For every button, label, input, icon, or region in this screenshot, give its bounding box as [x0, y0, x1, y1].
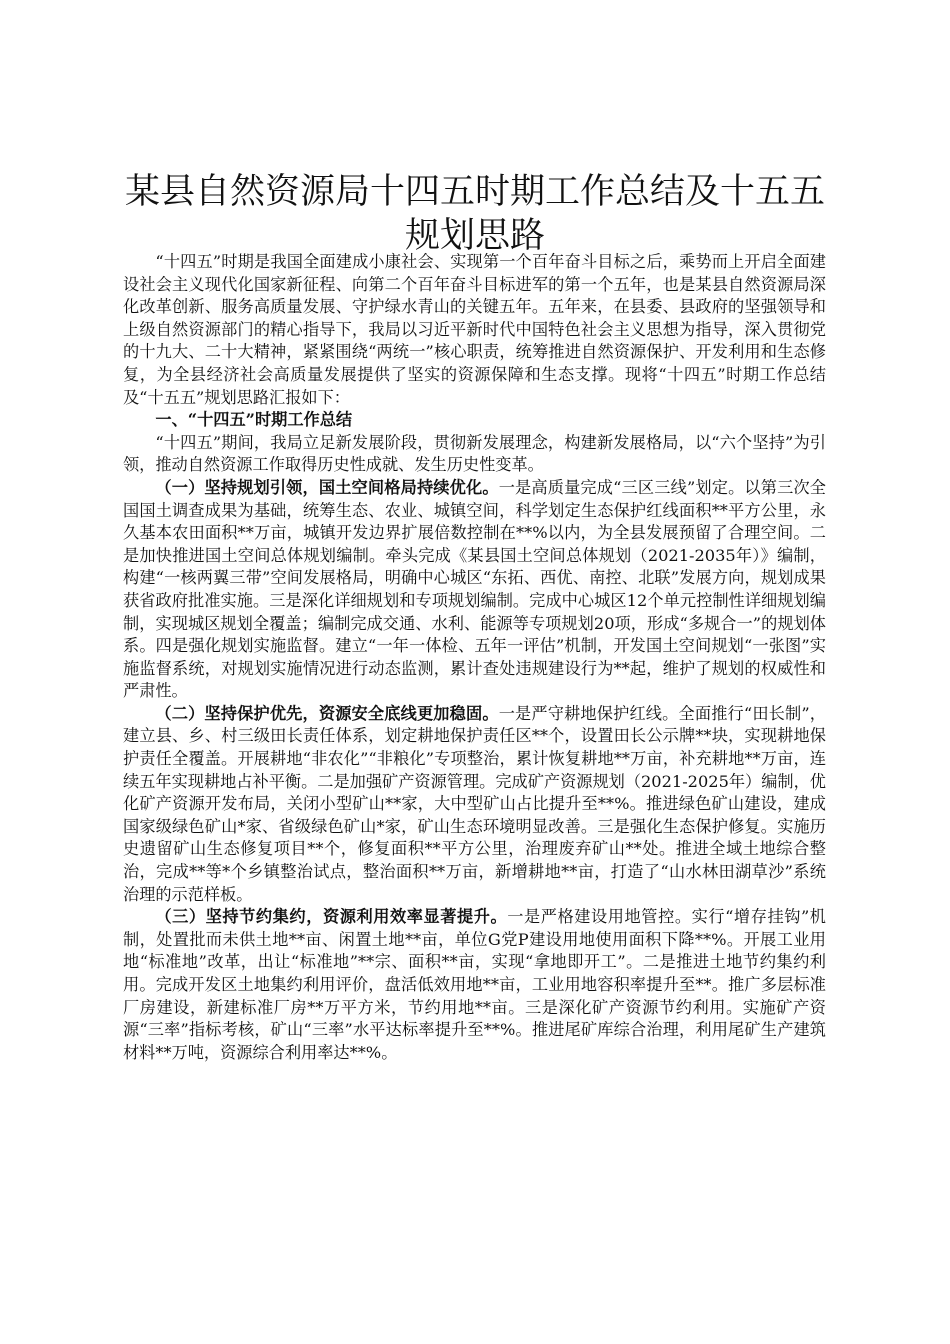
intro-paragraph: “十四五”时期是我国全面建成小康社会、实现第一个百年奋斗目标之后，乘势而上开启全面建设社会主义现代化国家新征程、向第二个百年奋斗目标进军的第一个五年，也是某县自然资源局深化改革创新、服务高质量发展、守护绿水青山的关键五年。五年来，在县委、县政府的坚强领导和上级自然资源部门的精心指导下，我局以习近平新时代中国特色社会主义思想为指导，深入贯彻党的十九大、二十大精神，紧紧围绕“两统一”核心职责，统筹推进自然资源保护、开发利用和生态修复，为全县经济社会高质量发展提供了坚实的资源保障和生态支撑。现将“十四五”时期工作总结及“十五五”规划思路汇报如下： — [123, 252, 826, 407]
document-body — [123, 251, 826, 1064]
item-lead-1: （一）坚持规划引领，国土空间格局持续优化。 — [155, 477, 499, 497]
item-text-2: 一是严守耕地保护红线。全面推行“田长制”，建立县、乡、村三级田长责任体系，划定耕地保护责任区**个，设置田长公示牌**块，实现耕地保护责任全覆盖。开展耕地“非农化”“非粮化”专项整治，累计恢复耕地**万亩，补充耕地**万亩，连续五年实现耕地占补平衡。二是加强矿产资源管理。完成矿产资源规划（2021-2025年）编制，优化矿产资源开发布局，关闭小型矿山**家，大中型矿山占比提升至**%。推进绿色矿山建设，建成国家级绿色矿山*家、省级绿色矿山*家，矿山生态环境明显改善。三是强化生态保护修复。实施历史遗留矿山生态修复项目**个，修复面积**平方公里，治理废弃矿山**处。推进全域土地综合整治，完成**等*个乡镇整治试点，整治面积**万亩，新增耕地**亩，打造了“山水林田湖草沙”系统治理的示范样板。 — [123, 703, 826, 904]
section-heading: 一、“十四五”时期工作总结 — [155, 410, 353, 430]
document-title: 某县自然资源局十四五时期工作总结及十五五规划思路 — [124, 172, 825, 256]
item-paragraph-1 — [123, 477, 826, 703]
section-intro-paragraph: “十四五”期间，我局立足新发展阶段，贯彻新发展理念，构建新发展格局，以“六个坚持”为引领，推动自然资源工作取得历史性成就、发生历史性变革。 — [123, 432, 826, 475]
item-text-1: 一是高质量完成“三区三线”划定。以第三次全国国土调查成果为基础，统筹生态、农业、城镇空间，科学划定生态保护红线面积**平方公里，永久基本农田面积**万亩，城镇开发边界扩展倍数控制在**%以内，为全县发展预留了合理空间。二是加快推进国土空间总体规划编制。牵头完成《某县国土空间总体规划（2021-2035年）》编制，构建“一核两翼三带”空间发展格局，明确中心城区“东拓、西优、南控、北联”发展方向，规划成果获省政府批准实施。三是深化详细规划和专项规划编制。完成中心城区12个单元控制性详细规划编制，实现城区规划全覆盖；编制完成交通、水利、能源等专项规划20项，形成“多规合一”的规划体系。四是强化规划实施监督。建立“一年一体检、五年一评估”机制，开发国土空间规划“一张图”实施监督系统，对规划实施情况进行动态监测，累计查处违规建设行为**起，维护了规划的权威性和严肃性。 — [123, 477, 826, 701]
item-paragraph-3 — [123, 906, 826, 1064]
item-lead-3: （三）坚持节约集约，资源利用效率显著提升。 — [155, 907, 508, 927]
item-lead-2: （二）坚持保护优先，资源安全底线更加稳固。 — [155, 703, 499, 723]
item-text-3: 一是严格建设用地管控。实行“增存挂钩”机制，处置批而未供土地**亩、闲置土地**亩，单位G党P建设用地使用面积下降**%。开展工业用地“标准地”改革，出让“标准地”**宗、面积**亩，实现“拿地即开工”。二是推进土地节约集约利用。完成开发区土地集约利用评价，盘活低效用地**亩，工业用地容积率提升至**。推广多层标准厂房建设，新建标准厂房**万平方米，节约用地**亩。三是深化矿产资源节约利用。实施矿产资源“三率”指标考核，矿山“三率”水平达标率提升至**%。推进尾矿库综合治理，利用尾矿生产建筑材料**万吨，资源综合利用率达**%。 — [123, 907, 826, 1062]
item-paragraph-2 — [123, 703, 826, 906]
